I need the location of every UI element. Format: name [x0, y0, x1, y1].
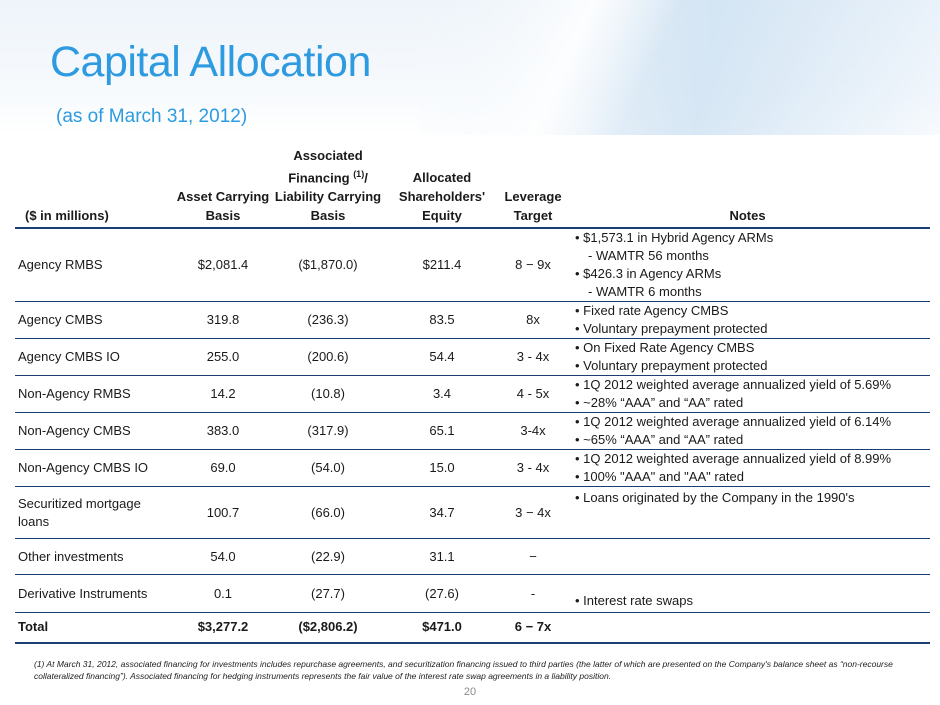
asset-carrying-basis-cell: 14.2 [210, 386, 236, 401]
total-asset-cell: $3,277.2 [197, 619, 249, 635]
total-financing-cell: ($2,806.2) [298, 619, 358, 635]
note-line: • Voluntary prepayment protected [575, 358, 768, 373]
associated-financing-cell: ($1,870.0) [298, 257, 358, 272]
allocated-equity-cell: 31.1 [429, 548, 455, 564]
associated-financing-cell: (200.6) [307, 349, 349, 364]
asset-carrying-basis-cell: 383.0 [206, 423, 240, 438]
notes-cell [565, 413, 930, 450]
note-line: • $1,573.1 in Hybrid Agency ARMs [575, 230, 774, 245]
associated-financing-cell: (236.3) [307, 312, 349, 327]
total-notes-cell [565, 613, 930, 643]
table-row [15, 450, 930, 487]
note-line: • ~28% “AAA” and “AA” rated [575, 395, 744, 410]
header-liability-text: / Liability Carrying Basis [274, 170, 382, 223]
page-subtitle: (as of March 31, 2012) [56, 106, 248, 127]
row-label-cell: Non-Agency CMBS [18, 423, 131, 438]
row-label-cell: Derivative Instruments [18, 585, 148, 601]
row-label-cell: Agency RMBS [18, 257, 103, 272]
notes-cell [565, 339, 930, 376]
header-leverage-target: Leverage Target [504, 189, 562, 223]
allocated-equity-cell: 3.4 [432, 386, 452, 401]
total-leverage-cell: 6 − 7x [514, 619, 552, 635]
note-line: • ~65% “AAA” and “AA” rated [575, 432, 744, 447]
capital-allocation-table [15, 140, 930, 644]
notes-cell [565, 228, 930, 302]
note-line: • Interest rate swaps [575, 593, 693, 608]
leverage-target-cell: 3 - 4x [516, 349, 550, 364]
leverage-target-cell: 3 - 4x [516, 460, 550, 475]
page-number: 20 [463, 686, 477, 698]
asset-carrying-basis-cell: 255.0 [206, 349, 240, 364]
table-row [15, 376, 930, 413]
note-line: • 1Q 2012 weighted average annualized yield of 8.99% [575, 451, 892, 466]
total-equity-cell: $471.0 [422, 619, 462, 635]
leverage-target-cell: 3-4x [520, 423, 546, 438]
header-associated-financing [273, 140, 383, 228]
allocated-equity-cell: 54.4 [429, 349, 455, 364]
row-label-cell: Securitized mortgage loans [18, 495, 141, 529]
leverage-target-cell: - [530, 585, 536, 601]
associated-financing-cell: (317.9) [307, 423, 349, 438]
note-line: • Loans originated by the Company in the 1990's [575, 490, 855, 505]
row-label-cell: Agency CMBS IO [18, 349, 120, 364]
page-title: Capital Allocation [50, 38, 371, 86]
asset-carrying-basis-cell: $2,081.4 [197, 257, 249, 272]
header-allocated-equity: Allocated Shareholders' Equity [398, 170, 486, 223]
associated-financing-cell: (66.0) [311, 504, 345, 520]
footnote: (1) At March 31, 2012, associated financing for investments includes repurchase agreements, and securitization financing issued to third parties (the latter of which are presented on the Company's balance sheet as “non-recourse collateralized financing”). Associated financing for hedging instruments represents the fair value of the interest rate swap agreements in a liability position. [34, 659, 893, 681]
table-row [15, 339, 930, 376]
row-label-cell: Non-Agency CMBS IO [18, 460, 149, 475]
total-row [15, 613, 930, 643]
table-row [15, 302, 930, 339]
asset-carrying-basis-cell: 0.1 [213, 585, 233, 601]
header-asset-carrying-basis: Asset Carrying Basis [176, 189, 270, 223]
notes-cell [565, 487, 930, 539]
notes-cell [565, 302, 930, 339]
note-line: • 1Q 2012 weighted average annualized yield of 6.14% [575, 414, 892, 429]
allocated-equity-cell: 65.1 [429, 423, 455, 438]
associated-financing-cell: (27.7) [311, 585, 345, 601]
asset-carrying-basis-cell: 54.0 [210, 548, 236, 564]
footnote-marker: (1) [353, 168, 365, 179]
allocated-equity-cell: 34.7 [429, 504, 455, 520]
note-line: • $426.3 in Agency ARMs [575, 266, 722, 281]
note-line: • 100% "AAA" and "AA" rated [575, 469, 744, 484]
notes-cell [565, 539, 930, 575]
notes-cell [565, 575, 930, 613]
leverage-target-cell: − [529, 548, 537, 564]
table-header-row [15, 140, 930, 228]
associated-financing-cell: (10.8) [311, 386, 345, 401]
header-notes: Notes [729, 208, 766, 223]
asset-carrying-basis-cell: 100.7 [206, 504, 240, 520]
total-label-cell: Total [18, 619, 49, 635]
allocated-equity-cell: (27.6) [425, 585, 459, 601]
table-row [15, 539, 930, 575]
header-units: ($ in millions) [25, 208, 109, 223]
note-line: • 1Q 2012 weighted average annualized yield of 5.69% [575, 377, 892, 392]
table-row [15, 487, 930, 539]
leverage-target-cell: 8x [526, 312, 540, 327]
row-label-cell: Agency CMBS [18, 312, 103, 327]
note-line: - WAMTR 6 months [588, 284, 702, 299]
note-line: • Fixed rate Agency CMBS [575, 303, 729, 318]
note-line: • On Fixed Rate Agency CMBS [575, 340, 755, 355]
header-financing-text: Associated Financing [288, 147, 363, 185]
leverage-target-cell: 8 − 9x [515, 257, 551, 272]
row-label-cell: Non-Agency RMBS [18, 386, 131, 401]
asset-carrying-basis-cell: 319.8 [206, 312, 240, 327]
table-row [15, 413, 930, 450]
allocated-equity-cell: 15.0 [429, 460, 455, 475]
associated-financing-cell: (54.0) [311, 460, 345, 475]
table-row [15, 228, 930, 302]
note-line: - WAMTR 56 months [588, 248, 709, 263]
row-label-cell: Other investments [18, 548, 124, 564]
allocated-equity-cell: $211.4 [422, 257, 462, 272]
table-row [15, 575, 930, 613]
allocated-equity-cell: 83.5 [429, 312, 455, 327]
leverage-target-cell: 3 − 4x [515, 504, 551, 520]
note-line: • Voluntary prepayment protected [575, 321, 768, 336]
notes-cell [565, 450, 930, 487]
leverage-target-cell: 4 - 5x [516, 386, 550, 401]
associated-financing-cell: (22.9) [311, 548, 345, 564]
asset-carrying-basis-cell: 69.0 [210, 460, 236, 475]
notes-cell [565, 376, 930, 413]
